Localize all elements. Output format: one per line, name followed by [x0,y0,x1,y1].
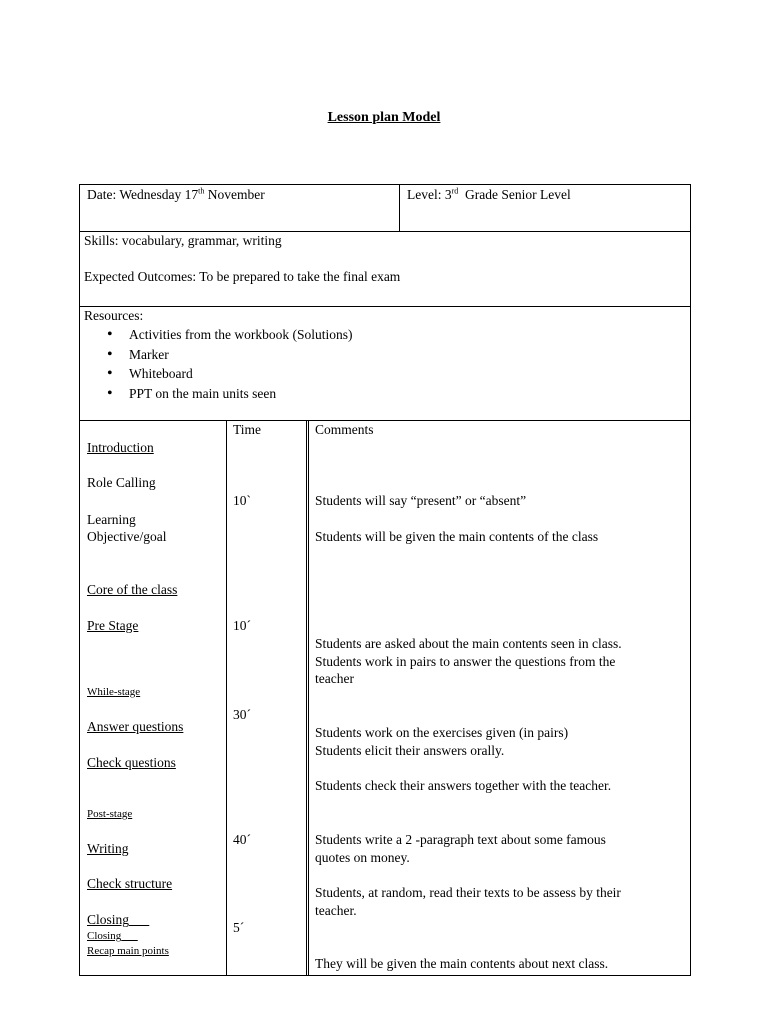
comment-text: Students will be given the main contents of the class [315,529,599,544]
outcomes-text: Expected Outcomes: To be prepared to take the final exam [84,269,401,284]
header-divider [399,185,400,231]
stage-writing: Writing [87,841,129,856]
comment-text: teacher. [315,903,357,918]
level-sup: rd [451,186,459,196]
stage-objective: Objective/goal [87,529,167,544]
stage-answer-questions: Answer questions [87,719,184,734]
level-rest: Grade Senior Level [458,187,571,202]
stage-while: While-stage [87,686,141,698]
stage-closing: Closing [87,912,130,927]
comment-text: teacher [315,671,354,686]
comment-text: They will be given the main contents about next class. [315,956,609,971]
comment-text: Students elicit their answers orally. [315,743,505,758]
comments-column-divider [306,421,307,975]
stage-role-calling: Role Calling [87,475,156,490]
stage-core: Core of the class [87,582,178,597]
stage-check-structure: Check structure [87,876,173,891]
time-header: Time [233,422,262,437]
time-value: 10´ [233,618,251,633]
comments-header: Comments [315,422,374,437]
header-row [79,184,691,232]
resources-row [79,306,691,421]
comment-text: Students, at random, read their texts to be assess by their [315,885,621,900]
stage-post: Post-stage [87,808,133,820]
date-sup: th [198,186,205,196]
resource-item: • Activities from the workbook (Solutions) [84,325,352,345]
date-month: November [204,187,265,202]
stage-recap: Recap main points [87,945,169,957]
comment-text: Students write a 2 -paragraph text about some famous [315,832,606,847]
stage-pre: Pre Stage [87,618,139,633]
stage-check-questions: Check questions [87,755,176,770]
resource-item: • PPT on the main units seen [84,384,352,404]
resource-item: • Marker [84,345,352,365]
skills-row [79,231,691,307]
comment-text: Students work in pairs to answer the questions from the [315,654,616,669]
time-column-divider [226,421,227,975]
time-value: 30´ [233,707,251,722]
resources-list [84,325,352,403]
stage-closing-small: Closing [87,930,122,942]
document-title: Lesson plan Model [327,110,441,125]
time-value: 10` [233,493,251,508]
time-value: 40´ [233,832,251,847]
date-text: Date: Wednesday 17 [87,187,199,202]
resource-item: • Whiteboard [84,364,352,384]
comment-text: quotes on money. [315,850,410,865]
skills-text: Skills: vocabulary, grammar, writing [84,233,282,248]
comment-text: Students work on the exercises given (in pairs) [315,725,569,740]
comment-text: Students check their answers together with the teacher. [315,778,612,793]
comments-column-divider-inner [308,421,309,975]
resources-label: Resources: [84,308,144,323]
plan-table [79,420,691,976]
stage-introduction: Introduction [87,440,154,455]
time-value: 5´ [233,920,245,935]
level-cell [407,187,571,203]
date-cell [87,187,265,203]
stage-learning: Learning [87,512,136,527]
level-text: Level: 3 [407,187,452,202]
comment-text: Students are asked about the main contents seen in class. [315,636,622,651]
comment-text: Students will say “present” or “absent” [315,493,527,508]
